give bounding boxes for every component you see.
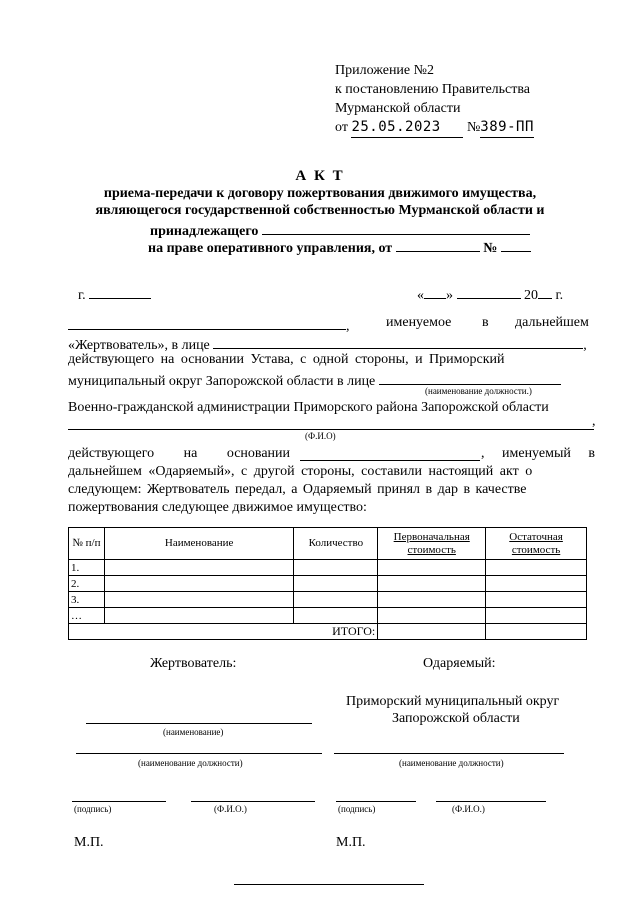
donor-name-blank[interactable] <box>68 315 346 330</box>
appendix-line-2: к постановлению Правительства <box>335 82 531 97</box>
table-cell[interactable] <box>486 592 587 608</box>
caption-donor-fio: (Ф.И.О.) <box>214 804 247 814</box>
table-cell[interactable] <box>486 560 587 576</box>
body-line-9: пожертвования следующее движимое имущество: <box>68 500 367 515</box>
total-residual-cell[interactable] <box>486 624 587 640</box>
body-line-7: дальнейшем «Одаряемый», с другой стороны, составили настоящий акт о <box>68 464 533 479</box>
row-number: … <box>69 608 105 624</box>
title-line-1: приема-передачи к договору пожертвования движимого имущества, <box>103 186 537 201</box>
donor-fio-blank[interactable] <box>191 801 315 802</box>
table-row <box>69 560 587 576</box>
body-line-6 <box>68 446 598 462</box>
appendix-from-label: от <box>335 120 348 135</box>
caption-recipient-signature: (подпись) <box>338 804 376 814</box>
caption-recipient-position: (наименование должности) <box>399 758 504 768</box>
recipient-position-signature-blank[interactable] <box>334 753 564 754</box>
title-management-label: на праве оперативного управления, от <box>148 241 393 256</box>
city-label: г. <box>78 288 86 303</box>
donor-name-signature-blank[interactable] <box>86 723 312 724</box>
recipient-signature-blank[interactable] <box>336 801 416 802</box>
donor-signature-title: Жертвователь: <box>150 656 237 671</box>
recipient-position-blank[interactable] <box>379 370 561 385</box>
acting-on-basis-label: действующего на основании <box>68 446 291 461</box>
date-close-quote: » <box>446 288 453 303</box>
table-cell[interactable] <box>104 576 293 592</box>
title-belonging-label: принадлежащего <box>150 224 259 239</box>
footer-divider <box>234 884 424 885</box>
caption-fio: (Ф.И.О) <box>305 431 336 441</box>
recipient-in-person-label: муниципальный округ Запорожской области в лице <box>68 374 376 389</box>
header-initial-cost: Первоначальная стоимость <box>378 528 486 560</box>
donor-stamp: М.П. <box>74 835 104 850</box>
row-number: 1. <box>69 560 105 576</box>
title-number-label: № <box>483 241 498 256</box>
appendix-date-line <box>335 118 534 138</box>
table-cell[interactable] <box>378 592 486 608</box>
body-line-5: Военно-гражданской администрации Приморского района Запорожской области <box>68 400 549 415</box>
comma: , <box>583 338 587 353</box>
title-line-4 <box>148 237 531 257</box>
recipient-stamp: М.П. <box>336 835 366 850</box>
table-cell[interactable] <box>104 592 293 608</box>
appendix-block <box>335 61 534 138</box>
header-quantity: Количество <box>294 528 378 560</box>
table-total-row <box>69 624 587 640</box>
month-blank[interactable] <box>457 284 521 299</box>
row-number: 3. <box>69 592 105 608</box>
city-blank[interactable] <box>89 284 151 299</box>
table-header-row <box>69 528 587 560</box>
donor-in-person-label: «Жертвователь», в лице <box>68 338 210 353</box>
appendix-date: 25.05.2023 <box>351 118 463 138</box>
body-line-2 <box>68 334 587 354</box>
total-initial-cell[interactable] <box>378 624 486 640</box>
title-line-2: являющегося государственной собственностью Мурманской области и <box>95 203 545 218</box>
table-cell[interactable] <box>486 608 587 624</box>
title-owner-blank[interactable] <box>262 220 530 235</box>
recipient-name-line-1: Приморский муниципальный округ <box>346 694 560 709</box>
appendix-number-label: № <box>466 120 481 135</box>
word-in: в <box>482 315 489 330</box>
comma: , <box>346 319 350 334</box>
table-cell[interactable] <box>294 608 378 624</box>
table-cell[interactable] <box>294 576 378 592</box>
total-label: ИТОГО: <box>69 624 378 640</box>
appendix-line-1: Приложение №2 <box>335 63 434 78</box>
city-line <box>78 284 151 304</box>
table-cell[interactable] <box>378 560 486 576</box>
caption-name: (наименование) <box>163 727 224 737</box>
basis-blank[interactable] <box>300 446 480 461</box>
table-cell[interactable] <box>294 560 378 576</box>
property-table <box>68 527 587 640</box>
table-row <box>69 592 587 608</box>
table-cell[interactable] <box>378 576 486 592</box>
table-cell[interactable] <box>104 560 293 576</box>
named-label: , именуемый в <box>481 446 595 461</box>
recipient-name-line-2: Запорожской области <box>392 711 520 726</box>
recipient-fio-blank[interactable] <box>436 801 546 802</box>
donor-representative-blank[interactable] <box>213 334 583 349</box>
caption-donor-signature: (подпись) <box>74 804 112 814</box>
year-prefix: 20 <box>524 288 538 303</box>
date-open-quote: « <box>417 288 424 303</box>
table-row <box>69 608 587 624</box>
header-name: Наименование <box>104 528 293 560</box>
table-row <box>69 576 587 592</box>
caption-donor-position: (наименование должности) <box>138 758 243 768</box>
body-line-8: следующем: Жертвователь передал, а Одаряемый принял в дар в качестве <box>68 482 527 497</box>
header-number: № п/п <box>69 528 105 560</box>
comma: , <box>592 414 596 429</box>
title-number-blank[interactable] <box>501 237 531 252</box>
title-date-blank[interactable] <box>396 237 480 252</box>
year-blank[interactable] <box>538 284 552 299</box>
day-blank[interactable] <box>424 284 446 299</box>
recipient-signature-title: Одаряемый: <box>423 656 496 671</box>
table-cell[interactable] <box>378 608 486 624</box>
donor-position-blank[interactable] <box>76 753 322 754</box>
donor-signature-blank[interactable] <box>72 801 166 802</box>
fio-blank[interactable] <box>68 429 594 430</box>
document-title: А К Т <box>295 168 345 184</box>
caption-recipient-fio: (Ф.И.О.) <box>452 804 485 814</box>
body-line-3: действующего на основании Устава, с одной стороны, и Приморский <box>68 352 505 367</box>
caption-position: (наименование должности.) <box>425 386 532 396</box>
header-residual-cost: Остаточная стоимость <box>486 528 587 560</box>
appendix-line-3: Мурманской области <box>335 101 461 116</box>
table-cell[interactable] <box>294 592 378 608</box>
word-further: дальнейшем <box>515 315 589 330</box>
year-suffix: г. <box>555 288 564 303</box>
body-line-1 <box>68 315 598 335</box>
table-cell[interactable] <box>104 608 293 624</box>
appendix-number: 389-ПП <box>480 118 534 138</box>
table-cell[interactable] <box>486 576 587 592</box>
word-named: именуемое <box>386 315 452 330</box>
date-line <box>417 284 563 304</box>
row-number: 2. <box>69 576 105 592</box>
